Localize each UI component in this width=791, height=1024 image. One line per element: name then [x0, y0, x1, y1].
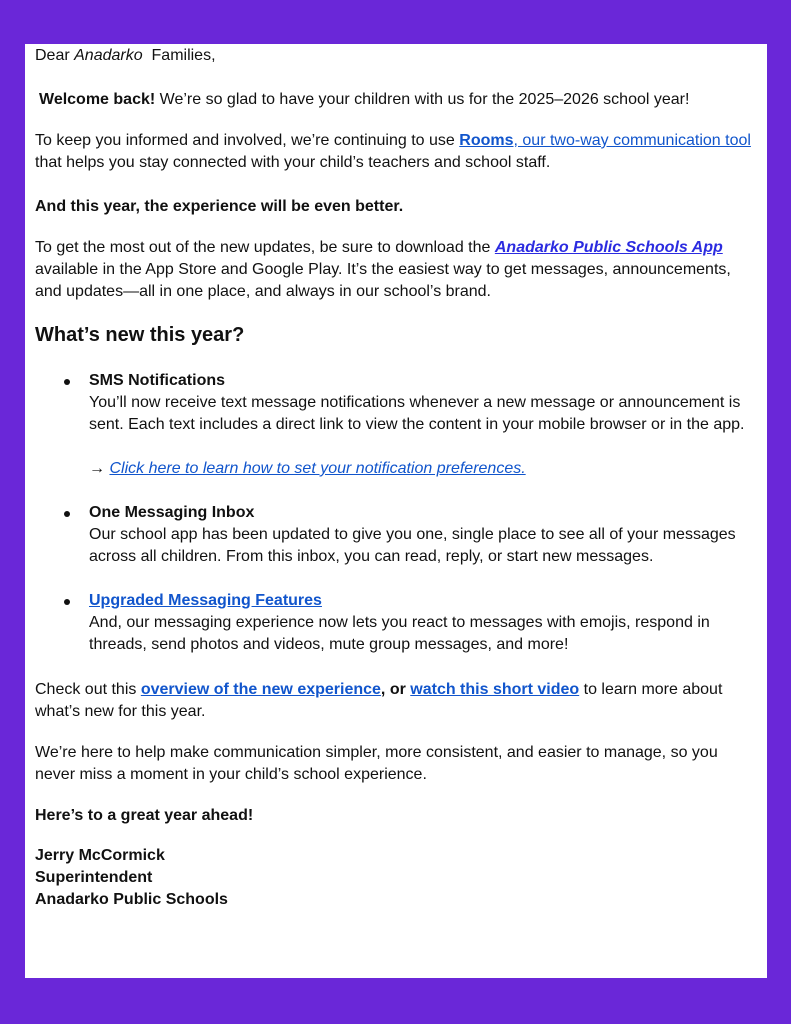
greeting-prefix: Dear	[35, 47, 75, 64]
feature-item-upgraded	[35, 590, 757, 656]
signature-block	[35, 845, 757, 911]
bullet-dot-icon	[64, 511, 70, 517]
bullet-dot-icon	[64, 379, 70, 385]
greeting-suffix: Families,	[142, 47, 216, 64]
greeting	[35, 45, 757, 67]
features-list	[35, 370, 757, 656]
rooms-link-bold: Rooms	[459, 132, 514, 149]
feature-item-inbox	[35, 502, 757, 568]
arrow-icon: →	[89, 460, 110, 477]
rooms-link-rest: , our two-way communication tool	[513, 132, 751, 149]
feature-body: And, our messaging experience now lets you react to messages with emojis, respond in threads, send photos and videos, mute group messages, and more!	[89, 614, 710, 653]
download-paragraph	[35, 237, 757, 303]
welcome-bold: Welcome back!	[39, 91, 156, 108]
download-text-after: available in the App Store and Google Play. It’s the easiest way to get messages, announcements, and updates—all in one place, and always in our school’s brand.	[35, 261, 731, 300]
overview-link[interactable]: overview of the new experience	[140, 681, 381, 698]
checkout-text-mid: , or	[380, 681, 411, 698]
bullet-dot-icon	[64, 599, 70, 605]
signature-title: Superintendent	[35, 869, 153, 886]
inform-text-after: that helps you stay connected with your child’s teachers and school staff.	[35, 154, 551, 171]
notification-preferences-link[interactable]: Click here to learn how to set your notification preferences.	[109, 460, 526, 477]
welcome-text: We’re so glad to have your children with us for the 2025–2026 school year!	[155, 91, 690, 108]
help-paragraph: We’re here to help make communication simpler, more consistent, and easier to manage, so you never miss a moment in your child’s school experience.	[35, 744, 718, 783]
feature-title: One Messaging Inbox	[89, 504, 255, 521]
feature-title: SMS Notifications	[89, 372, 226, 389]
checkout-text-before: Check out this	[35, 681, 141, 698]
feature-body: Our school app has been updated to give you one, single place to see all of your messages across all children. From this inbox, you can read, reply, or start new messages.	[89, 526, 736, 565]
feature-body: You’ll now receive text message notifications whenever a new message or announcement is sent. Each text includes a direct link to view the content in your mobile browser or in the app.	[89, 394, 745, 433]
closing-line: Here’s to a great year ahead!	[35, 807, 254, 824]
signature-org: Anadarko Public Schools	[35, 891, 228, 908]
upgraded-features-link[interactable]: Upgraded Messaging Features	[89, 592, 322, 609]
rooms-link[interactable]	[459, 132, 751, 149]
letter-page	[25, 44, 767, 978]
video-link[interactable]: watch this short video	[410, 681, 580, 698]
app-link[interactable]: Anadarko Public Schools App	[494, 239, 723, 256]
greeting-name: Anadarko	[74, 47, 143, 64]
download-text-before: To get the most out of the new updates, be sure to download the	[35, 239, 495, 256]
better-year-text: And this year, the experience will be even better.	[35, 198, 404, 215]
welcome-paragraph	[35, 89, 757, 111]
checkout-paragraph	[35, 679, 757, 723]
signature-name: Jerry McCormick	[35, 847, 165, 864]
feature-item-sms	[35, 370, 757, 480]
inform-text-before: To keep you informed and involved, we’re continuing to use	[35, 132, 460, 149]
inform-paragraph	[35, 130, 757, 174]
whats-new-heading: What’s new this year?	[35, 324, 245, 346]
preferences-line	[89, 458, 757, 480]
checkout-text-after: to learn more about what’s new for this year.	[35, 681, 723, 720]
